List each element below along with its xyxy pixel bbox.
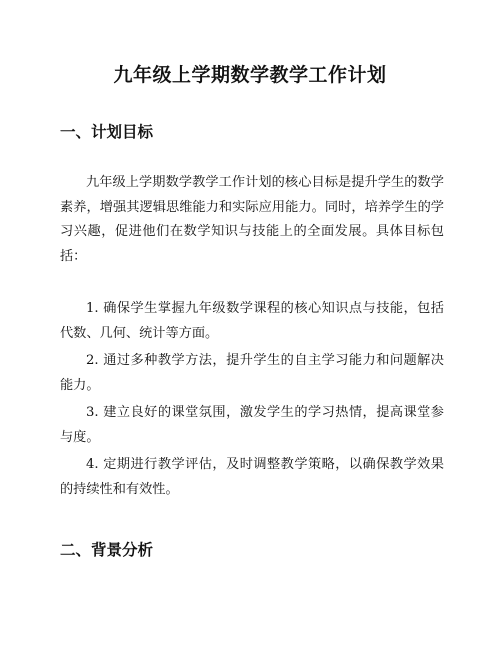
document-title: 九年级上学期数学教学工作计划 — [113, 64, 387, 86]
section-heading-goals: 一、计划目标 — [60, 123, 154, 141]
section-heading-background: 二、背景分析 — [60, 541, 154, 559]
goals-list — [60, 297, 444, 505]
list-item: 3. 建立良好的课堂氛围，激发学生的学习热情，提高课堂参与度。 — [60, 405, 444, 445]
list-item: 4. 定期进行教学评估，及时调整教学策略，以确保教学效果的持续性和有效性。 — [60, 457, 444, 497]
goals-intro-paragraph: 九年级上学期数学教学工作计划的核心目标是提升学生的数学素养，增强其逻辑思维能力和实际应用能力。同时，培养学生的学习兴趣，促进他们在数学知识与技能上的全面发展。具体目标包括： — [60, 175, 444, 264]
list-item: 1. 确保学生掌握九年级数学课程的核心知识点与技能，包括代数、几何、统计等方面。 — [60, 301, 444, 341]
list-item: 2. 通过多种教学方法，提升学生的自主学习能力和问题解决能力。 — [60, 353, 444, 393]
